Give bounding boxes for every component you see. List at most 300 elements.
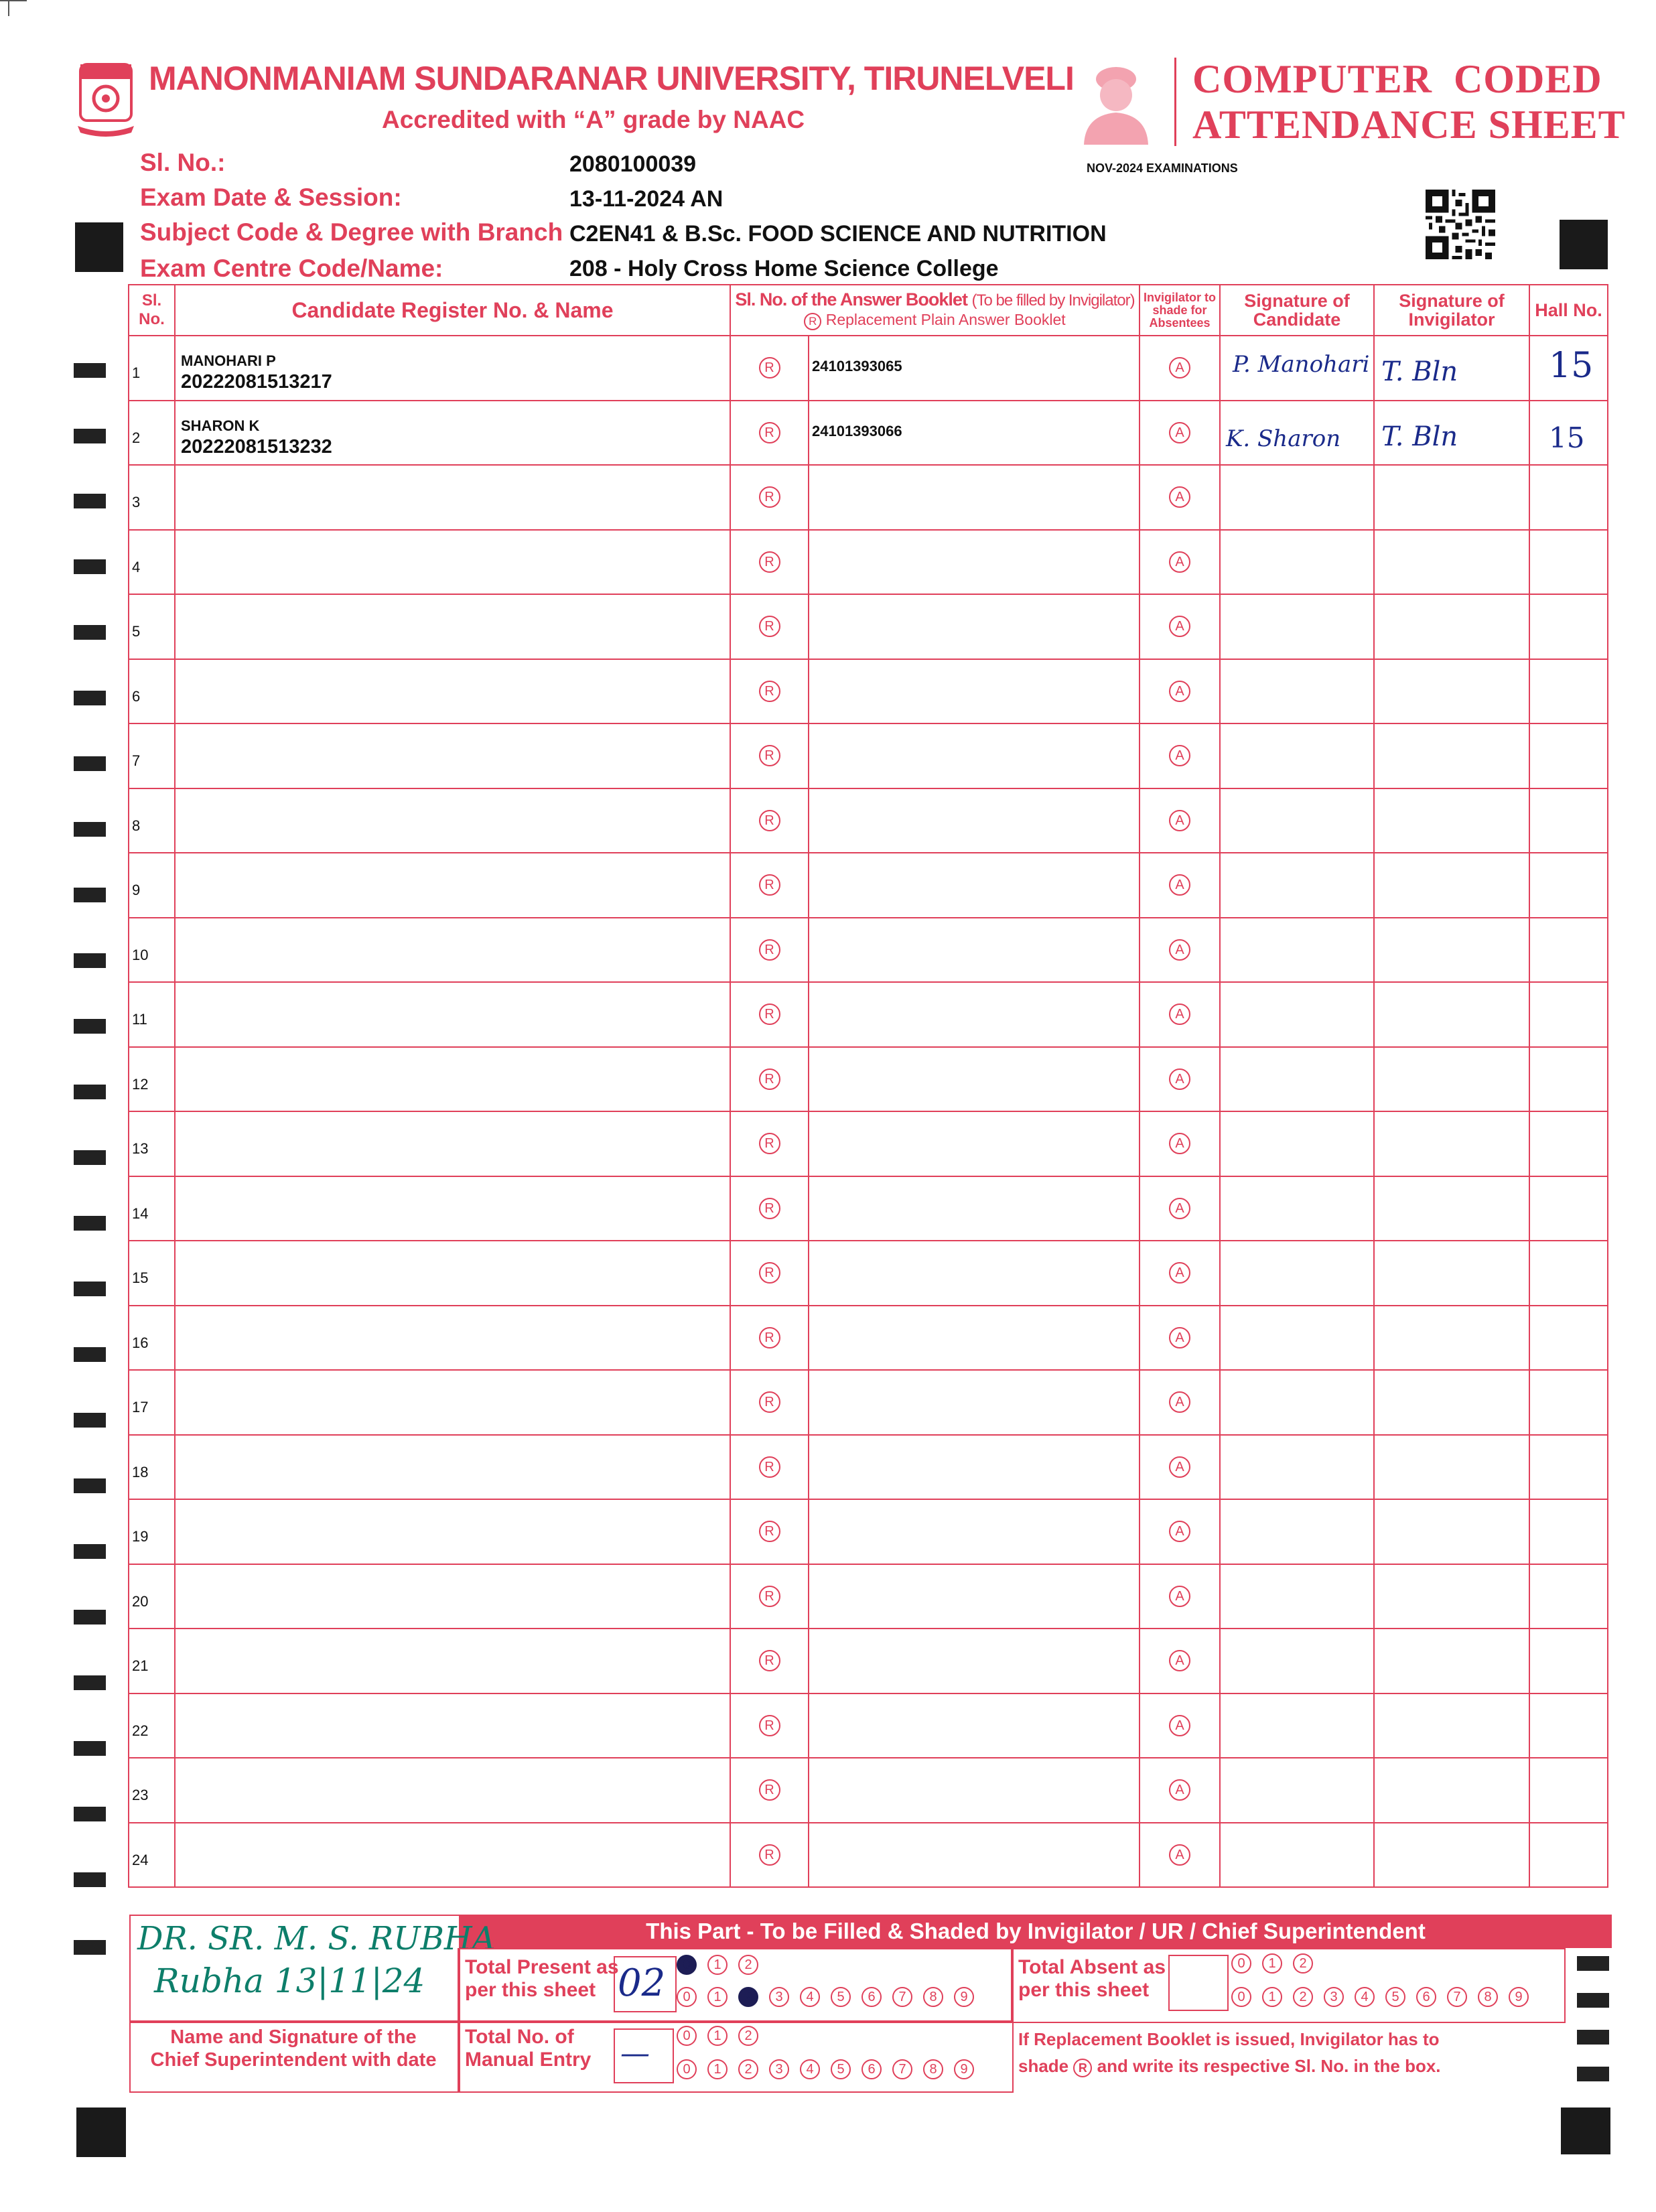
replacement-bubble[interactable]: R [759,1456,780,1478]
timing-mark [74,1019,106,1034]
row-sig-invigilator-cell [1374,1629,1529,1693]
replacement-symbol-inline: R [1073,2059,1092,2077]
row-sl-cell [129,1176,175,1241]
digit-bubble[interactable]: 0 [677,2059,697,2079]
booklet-header-note: (To be filled by Invigilator) [971,291,1135,309]
row-replacement-cell [730,723,809,788]
row-candidate-cell [175,1823,730,1888]
table-row [129,1693,1608,1758]
row-sig-invigilator-cell [1374,1370,1529,1435]
row-absent-cell [1140,918,1220,983]
row-sl: 3 [132,494,141,511]
row-booklet-cell [809,1370,1140,1435]
booklet-no: 24101393066 [812,422,902,439]
row-booklet-cell [809,853,1140,918]
row-sig-candidate-cell [1220,788,1374,853]
university-name: MANONMANIAM SUNDARANAR UNIVERSITY, TIRUNELVELI [149,60,1074,97]
digit-bubble[interactable]: 4 [1355,1987,1375,2007]
row-replacement-cell [730,1499,809,1564]
chief-label: Name and Signature of the Chief Superintendent with date [150,2026,437,2071]
present-tens-bubbles [677,1955,769,1975]
row-sig-invigilator-cell [1374,1564,1529,1629]
row-hall-cell [1529,336,1608,401]
digit-bubble[interactable]: 0 [677,2026,697,2046]
table-row [129,1241,1608,1306]
replacement-bubble[interactable]: R [759,551,780,573]
digit-bubble[interactable]: 5 [831,2059,851,2079]
row-sig-invigilator-cell [1374,659,1529,724]
row-sl-cell [129,982,175,1047]
replacement-bubble[interactable]: R [759,1650,780,1671]
replacement-bubble[interactable]: R [759,1004,780,1025]
absent-bubble[interactable]: A [1169,551,1190,573]
digit-bubble[interactable]: 6 [861,1987,882,2007]
absent-tens-bubbles [1231,1953,1324,1974]
invigilator-signature: T. Bln [1381,421,1458,452]
booklet-no: 24101393065 [812,358,902,374]
replacement-bubble[interactable]: R [759,357,780,378]
timing-mark [74,1347,106,1362]
row-sig-invigilator-cell [1374,1047,1529,1112]
timing-mark [74,1872,106,1887]
manual-tens-bubbles [677,2026,769,2046]
row-sl-cell [129,530,175,595]
col-header-sig-candidate: Signature of Candidate [1220,285,1374,336]
digit-bubble[interactable]: 4 [800,2059,820,2079]
row-sig-candidate-cell [1220,1111,1374,1176]
replacement-bubble[interactable]: R [759,745,780,766]
row-sl-cell [129,465,175,530]
row-replacement-cell [730,594,809,659]
row-sl-cell [129,1370,175,1435]
table-row [129,788,1608,853]
digit-bubble[interactable]: 9 [1509,1987,1529,2007]
digit-bubble[interactable]: 5 [1385,1987,1405,2007]
absent-bubble[interactable]: A [1169,1650,1190,1671]
timing-mark [74,953,106,968]
row-sl-cell [129,401,175,466]
replacement-bubble[interactable]: R [759,1779,780,1801]
row-sl: 7 [132,752,141,770]
timing-mark [74,1610,106,1625]
absent-bubble[interactable]: A [1169,939,1190,961]
row-replacement-cell [730,530,809,595]
timing-mark [74,1807,106,1821]
replacement-bubble[interactable]: R [759,939,780,961]
absent-bubble[interactable]: A [1169,810,1190,831]
timing-mark [74,363,106,378]
row-sig-candidate-cell [1220,1693,1374,1758]
hall-no: 15 [1549,346,1594,386]
digit-bubble[interactable]: 3 [769,1987,789,2007]
row-absent-cell [1140,1823,1220,1888]
digit-bubble[interactable]: 8 [1478,1987,1498,2007]
row-sl-cell [129,1564,175,1629]
table-row [129,401,1608,466]
digit-bubble[interactable]: 1 [707,1955,728,1975]
replacement-bubble[interactable]: R [759,1068,780,1090]
row-sl-cell [129,594,175,659]
row-hall-cell [1529,659,1608,724]
row-sig-invigilator-cell [1374,401,1529,466]
timing-mark [74,1216,106,1231]
row-sl: 9 [132,882,141,899]
row-replacement-cell [730,336,809,401]
qr-code [1426,189,1495,260]
table-row [129,1111,1608,1176]
row-sl: 11 [132,1011,147,1028]
row-booklet-cell [809,1693,1140,1758]
info-label-sl: Sl. No.: [140,149,226,176]
row-absent-cell [1140,1176,1220,1241]
row-sig-candidate-cell [1220,530,1374,595]
col-header-invig-shade: Invigilator to shade for Absentees [1140,285,1220,336]
candidate-name: SHARON K [181,417,260,434]
present-units-bubbles [677,1987,985,2007]
row-hall-cell [1529,1823,1608,1888]
col-header-hall: Hall No. [1529,285,1608,336]
row-sl: 21 [132,1657,149,1675]
timing-mark [74,625,106,640]
row-sig-candidate-cell [1220,1176,1374,1241]
row-sig-candidate-cell [1220,1306,1374,1371]
digit-bubble[interactable]: 2 [738,1955,758,1975]
row-hall-cell [1529,723,1608,788]
row-hall-cell [1529,1176,1608,1241]
row-sig-candidate-cell [1220,1047,1374,1112]
digit-bubble[interactable]: 1 [707,2026,728,2046]
digit-bubble[interactable]: 7 [892,2059,912,2079]
digit-bubble[interactable]: 8 [923,2059,943,2079]
invigilator-signature: T. Bln [1381,356,1458,387]
digit-bubble[interactable]: 0 [1231,1953,1251,1974]
info-label-subject: Subject Code & Degree with Branch [140,218,563,246]
row-absent-cell [1140,1370,1220,1435]
col-header-sig-invigilator: Signature of Invigilator [1374,285,1529,336]
row-booklet-cell [809,1629,1140,1693]
row-sig-invigilator-cell [1374,723,1529,788]
row-sl-cell [129,1241,175,1306]
row-sl-cell [129,1693,175,1758]
row-booklet-cell [809,659,1140,724]
info-label-date: Exam Date & Session: [140,184,402,211]
row-sl: 4 [132,558,141,575]
table-row [129,336,1608,401]
attendance-table [128,284,1608,1888]
row-replacement-cell [730,853,809,918]
absent-bubble[interactable]: A [1169,616,1190,637]
row-sig-invigilator-cell [1374,530,1529,595]
row-sl: 10 [132,946,149,963]
absent-bubble[interactable]: A [1169,1327,1190,1349]
replacement-bubble[interactable]: R [759,1198,780,1219]
digit-bubble[interactable]: 7 [892,1987,912,2007]
row-sig-candidate-cell [1220,336,1374,401]
table-header-row [129,285,1608,336]
digit-bubble[interactable]: 6 [1416,1987,1436,2007]
row-absent-cell [1140,465,1220,530]
digit-bubble[interactable]: 2 [1293,1953,1313,1974]
row-absent-cell [1140,336,1220,401]
row-absent-cell [1140,788,1220,853]
row-absent-cell [1140,853,1220,918]
row-sig-invigilator-cell [1374,853,1529,918]
digit-bubble[interactable]: 4 [800,1987,820,2007]
row-booklet-cell [809,401,1140,466]
row-absent-cell [1140,530,1220,595]
row-sig-candidate-cell [1220,1435,1374,1500]
absent-bubble[interactable]: A [1169,1262,1190,1284]
table-row [129,1758,1608,1823]
row-sl: 23 [132,1787,149,1804]
absent-bubble[interactable]: A [1169,1068,1190,1090]
row-sl: 15 [132,1269,149,1287]
digit-bubble[interactable]: 9 [954,2059,974,2079]
timing-mark [74,691,106,705]
timing-mark [74,494,106,508]
row-booklet-cell [809,918,1140,983]
digit-bubble[interactable]: 1 [1262,1953,1282,1974]
absent-bubble[interactable]: A [1169,1521,1190,1542]
row-sig-invigilator-cell [1374,788,1529,853]
replacement-instructions: If Replacement Booklet is issued, Invigilator has to shade R and write its respective Sl. No. in the box. [1018,2029,1441,2076]
candidate-signature: P. Manohari [1233,351,1370,378]
absent-bubble[interactable]: A [1169,357,1190,378]
corner-mark-bl [76,2107,126,2157]
digit-bubble[interactable]: 9 [954,1987,974,2007]
table-row [129,1176,1608,1241]
row-sl: 14 [132,1204,149,1222]
row-sl: 5 [132,623,141,640]
absent-bubble[interactable]: A [1169,745,1190,766]
row-hall-cell [1529,1629,1608,1693]
row-absent-cell [1140,1111,1220,1176]
row-booklet-cell [809,1758,1140,1823]
digit-bubble[interactable]: 0 [1231,1987,1251,2007]
row-absent-cell [1140,1047,1220,1112]
replacement-bubble[interactable]: R [759,1262,780,1284]
timing-mark [1577,1956,1609,1971]
row-sig-candidate-cell [1220,1629,1374,1693]
replacement-bubble[interactable]: R [759,1391,780,1413]
row-sl: 8 [132,817,141,834]
timing-mark [74,1150,106,1165]
row-sl: 2 [132,429,141,446]
replacement-bubble[interactable]: R [759,1133,780,1154]
digit-bubble[interactable]: 2 [738,1987,758,2007]
row-sl-cell [129,1499,175,1564]
row-sl: 19 [132,1528,149,1545]
absent-bubble[interactable]: A [1169,681,1190,702]
row-sl: 6 [132,687,141,705]
row-candidate-cell [175,853,730,918]
absent-bubble[interactable]: A [1169,1779,1190,1801]
row-candidate-cell [175,918,730,983]
row-hall-cell [1529,1693,1608,1758]
row-booklet-cell [809,723,1140,788]
digit-bubble[interactable]: 8 [923,1987,943,2007]
table-row [129,1564,1608,1629]
row-candidate-cell [175,1370,730,1435]
absent-bubble[interactable]: A [1169,1586,1190,1607]
row-candidate-cell [175,1693,730,1758]
info-value-sl: 2080100039 [569,151,697,177]
absent-bubble[interactable]: A [1169,486,1190,508]
absent-bubble[interactable]: A [1169,1391,1190,1413]
chief-signature-date: Rubha 13|11|24 [154,1961,425,2000]
digit-bubble[interactable]: 0 [677,1987,697,2007]
table-row [129,1435,1608,1500]
row-replacement-cell [730,1176,809,1241]
absent-bubble[interactable]: A [1169,874,1190,896]
replacement-bubble[interactable]: R [759,874,780,896]
digit-bubble[interactable]: 2 [738,2026,758,2046]
row-sig-invigilator-cell [1374,1241,1529,1306]
corner-mark-br [1561,2107,1610,2154]
absent-bubble[interactable]: A [1169,1133,1190,1154]
table-row [129,723,1608,788]
row-sig-invigilator-cell [1374,1758,1529,1823]
row-replacement-cell [730,788,809,853]
digit-bubble[interactable]: 5 [831,1987,851,2007]
row-sl: 12 [132,1075,149,1093]
row-sig-candidate-cell [1220,465,1374,530]
total-absent-entry[interactable] [1168,1955,1229,2011]
row-sig-candidate-cell [1220,1499,1374,1564]
row-hall-cell [1529,1435,1608,1500]
replacement-bubble[interactable]: R [759,1715,780,1736]
timing-mark [1577,2030,1609,2045]
digit-bubble[interactable]: 7 [1447,1987,1467,2007]
row-candidate-cell [175,1629,730,1693]
timing-mark [74,1282,106,1296]
row-sig-invigilator-cell [1374,1111,1529,1176]
row-candidate-cell [175,1499,730,1564]
row-sl-cell [129,1435,175,1500]
candidate-reg-no: 20222081513217 [181,371,332,393]
row-absent-cell [1140,1564,1220,1629]
replacement-bubble[interactable]: R [759,486,780,508]
replacement-bubble[interactable]: R [759,616,780,637]
row-sl-cell [129,918,175,983]
row-sl: 22 [132,1722,149,1739]
row-hall-cell [1529,788,1608,853]
absent-bubble[interactable]: A [1169,422,1190,443]
row-absent-cell [1140,594,1220,659]
absent-bubble[interactable]: A [1169,1004,1190,1025]
replacement-bubble[interactable]: R [759,1521,780,1542]
timing-mark [74,429,106,443]
absent-bubble[interactable]: A [1169,1715,1190,1736]
table-row [129,1306,1608,1371]
timing-mark [74,1413,106,1428]
row-sl: 16 [132,1334,149,1351]
absent-bubble[interactable]: A [1169,1198,1190,1219]
accreditation: Accredited with “A” grade by NAAC [382,106,805,133]
digit-bubble[interactable]: 2 [738,2059,758,2079]
row-absent-cell [1140,1306,1220,1371]
row-candidate-cell [175,788,730,853]
row-booklet-cell [809,1306,1140,1371]
row-sig-candidate-cell [1220,982,1374,1047]
digit-bubble[interactable]: 1 [1262,1987,1282,2007]
digit-bubble[interactable]: 0 [677,1955,697,1975]
row-candidate-cell [175,1176,730,1241]
hall-no: 15 [1549,421,1585,454]
candidate-name: MANOHARI P [181,352,276,369]
col-header-sl: Sl. No. [129,285,175,336]
digit-bubble[interactable]: 3 [1324,1987,1344,2007]
replacement-header-note: Replacement Plain Answer Booklet [825,311,1066,328]
digit-bubble[interactable]: 6 [861,2059,882,2079]
row-hall-cell [1529,1370,1608,1435]
row-replacement-cell [730,1564,809,1629]
row-booklet-cell [809,982,1140,1047]
replacement-bubble[interactable]: R [759,681,780,702]
row-hall-cell [1529,1241,1608,1306]
timing-mark [74,756,106,771]
row-booklet-cell [809,1047,1140,1112]
row-sl-cell [129,659,175,724]
absent-bubble[interactable]: A [1169,1456,1190,1478]
timing-mark [74,1544,106,1559]
row-sl-cell [129,1111,175,1176]
replacement-bubble[interactable]: R [759,1327,780,1349]
crop-mark [8,0,9,16]
portrait-image [1072,56,1160,145]
absent-bubble[interactable]: A [1169,1844,1190,1866]
timing-mark [1577,1993,1609,2008]
row-absent-cell [1140,1435,1220,1500]
row-sig-invigilator-cell [1374,918,1529,983]
replacement-symbol: R [804,313,821,330]
row-replacement-cell [730,1111,809,1176]
row-sig-candidate-cell [1220,1823,1374,1888]
row-sl: 24 [132,1851,149,1868]
row-replacement-cell [730,401,809,466]
row-sig-invigilator-cell [1374,1176,1529,1241]
timing-mark [74,888,106,902]
row-replacement-cell [730,918,809,983]
row-candidate-cell [175,1758,730,1823]
table-body [129,336,1608,1887]
table-row [129,1823,1608,1888]
timing-mark [1577,2067,1609,2081]
timing-mark [74,1085,106,1099]
replacement-bubble[interactable]: R [759,810,780,831]
row-absent-cell [1140,659,1220,724]
info-value-subject: C2EN41 & B.Sc. FOOD SCIENCE AND NUTRITION [569,221,1107,247]
row-candidate-cell [175,1111,730,1176]
timing-mark [74,822,106,837]
digit-bubble[interactable]: 1 [707,1987,728,2007]
replacement-bubble[interactable]: R [759,1844,780,1866]
digit-bubble[interactable]: 1 [707,2059,728,2079]
manual-units-bubbles [677,2059,985,2079]
digit-bubble[interactable]: 3 [769,2059,789,2079]
table-row [129,853,1608,918]
row-sl: 18 [132,1463,149,1480]
info-value-date: 13-11-2024 AN [569,186,723,212]
replacement-bubble[interactable]: R [759,1586,780,1607]
timing-mark [74,1675,106,1690]
row-candidate-cell [175,659,730,724]
row-sig-invigilator-cell [1374,594,1529,659]
total-present-value: 02 [618,1961,666,2005]
replacement-bubble[interactable]: R [759,422,780,443]
digit-bubble[interactable]: 2 [1293,1987,1313,2007]
row-absent-cell [1140,1629,1220,1693]
